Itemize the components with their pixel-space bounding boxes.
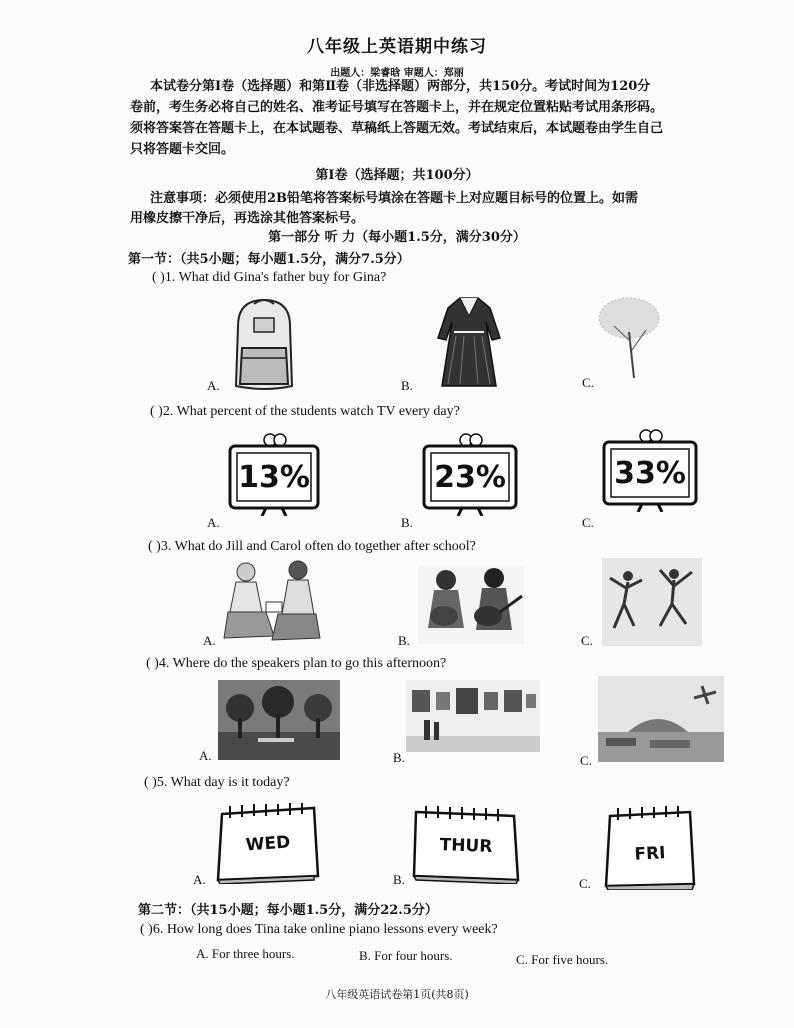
q4-option-c-label: C. — [580, 753, 592, 768]
question-6: ( )6. How long does Tina take online piano lessons every week? — [140, 922, 498, 937]
q6-option-b: B. For four hours. — [359, 948, 453, 963]
calendar-thur-image — [412, 804, 520, 884]
section1-title: 第Ⅰ卷（选择题；共100分） — [315, 168, 479, 183]
notice-line-2: 用橡皮擦干净后，再选涂其他答案标号。 — [130, 211, 365, 226]
exam-title: 八年级上英语期中练习 — [307, 37, 487, 57]
question-1: ( )1. What did Gina's father buy for Gina? — [152, 270, 387, 285]
calendar-thur-label: THUR — [439, 835, 493, 857]
question-3: ( )3. What do Jill and Carol often do together after school? — [148, 539, 476, 554]
part1-title: 第一部分 听 力（每小题1.5分，满分30分） — [268, 230, 526, 245]
reading-girls-image — [222, 560, 322, 644]
q2-option-b-label: B. — [401, 515, 413, 530]
question-2: ( )2. What percent of the students watch TV every day? — [150, 404, 460, 419]
question-4: ( )4. Where do the speakers plan to go this afternoon? — [146, 656, 447, 671]
tree-image — [596, 292, 662, 382]
airport-image — [598, 676, 724, 762]
q4-option-a-label: A. — [199, 748, 212, 763]
calendar-fri-label: FRI — [633, 843, 667, 865]
calendar-wed-label: WED — [245, 832, 291, 856]
intro-line-4: 只将答题卡交回。 — [130, 142, 235, 157]
intro-line-3: 须将答案答在答题卡上，在本试题卷、草稿纸上答题无效。考试结束后，本试题卷由学生自己 — [130, 121, 664, 136]
tv-33-label: 33% — [614, 456, 686, 491]
tv-13-label: 13% — [238, 460, 310, 495]
page-footer: 八年级英语试卷第1页(共8页) — [325, 988, 469, 1001]
q5-option-a-label: A. — [193, 872, 206, 887]
tv-13-image — [226, 430, 322, 516]
museum-image — [406, 680, 540, 752]
dancers-image — [602, 558, 702, 646]
backpack-image — [224, 296, 304, 392]
q3-option-c-label: C. — [581, 633, 593, 648]
q3-option-b-label: B. — [398, 633, 410, 648]
q1-option-c-label: C. — [582, 375, 594, 390]
q4-option-b-label: B. — [393, 750, 405, 765]
q2-option-c-label: C. — [582, 515, 594, 530]
tv-23-label: 23% — [434, 460, 506, 495]
exam-authors: 出题人：梁睿晗 审题人：郑丽 — [330, 68, 464, 79]
tv-23-image — [420, 430, 520, 516]
calendar-wed-image — [216, 800, 320, 884]
q3-option-a-label: A. — [203, 633, 216, 648]
intro-line-1: 本试卷分第Ⅰ卷（选择题）和第Ⅱ卷（非选择题）两部分，共150分。考试时间为120分 — [150, 79, 651, 94]
q1-option-b-label: B. — [401, 378, 413, 393]
park-image — [218, 680, 340, 760]
q5-option-b-label: B. — [393, 872, 405, 887]
q5-option-c-label: C. — [579, 876, 591, 891]
guitar-girls-image — [418, 566, 524, 644]
notice-line-1: 注意事项：必须使用2B铅笔将答案标号填涂在答题卡上对应题目标号的位置上。如需 — [150, 191, 639, 206]
calendar-fri-image — [604, 806, 696, 890]
tv-33-image — [600, 426, 700, 512]
dress-image — [434, 292, 504, 390]
q6-option-a: A. For three hours. — [196, 946, 295, 961]
q2-option-a-label: A. — [207, 515, 220, 530]
intro-line-2: 卷前，考生务必将自己的姓名、准考证号填写在答题卡上，并在规定位置粘贴考试用条形码。 — [130, 100, 664, 115]
q1-option-a-label: A. — [207, 378, 220, 393]
section-1-title: 第一节：（共5小题；每小题1.5分，满分7.5分） — [128, 252, 410, 267]
question-5: ( )5. What day is it today? — [144, 775, 290, 790]
section-2-title: 第二节：（共15小题；每小题1.5分，满分22.5分） — [138, 903, 438, 918]
q6-option-c: C. For five hours. — [516, 952, 609, 967]
